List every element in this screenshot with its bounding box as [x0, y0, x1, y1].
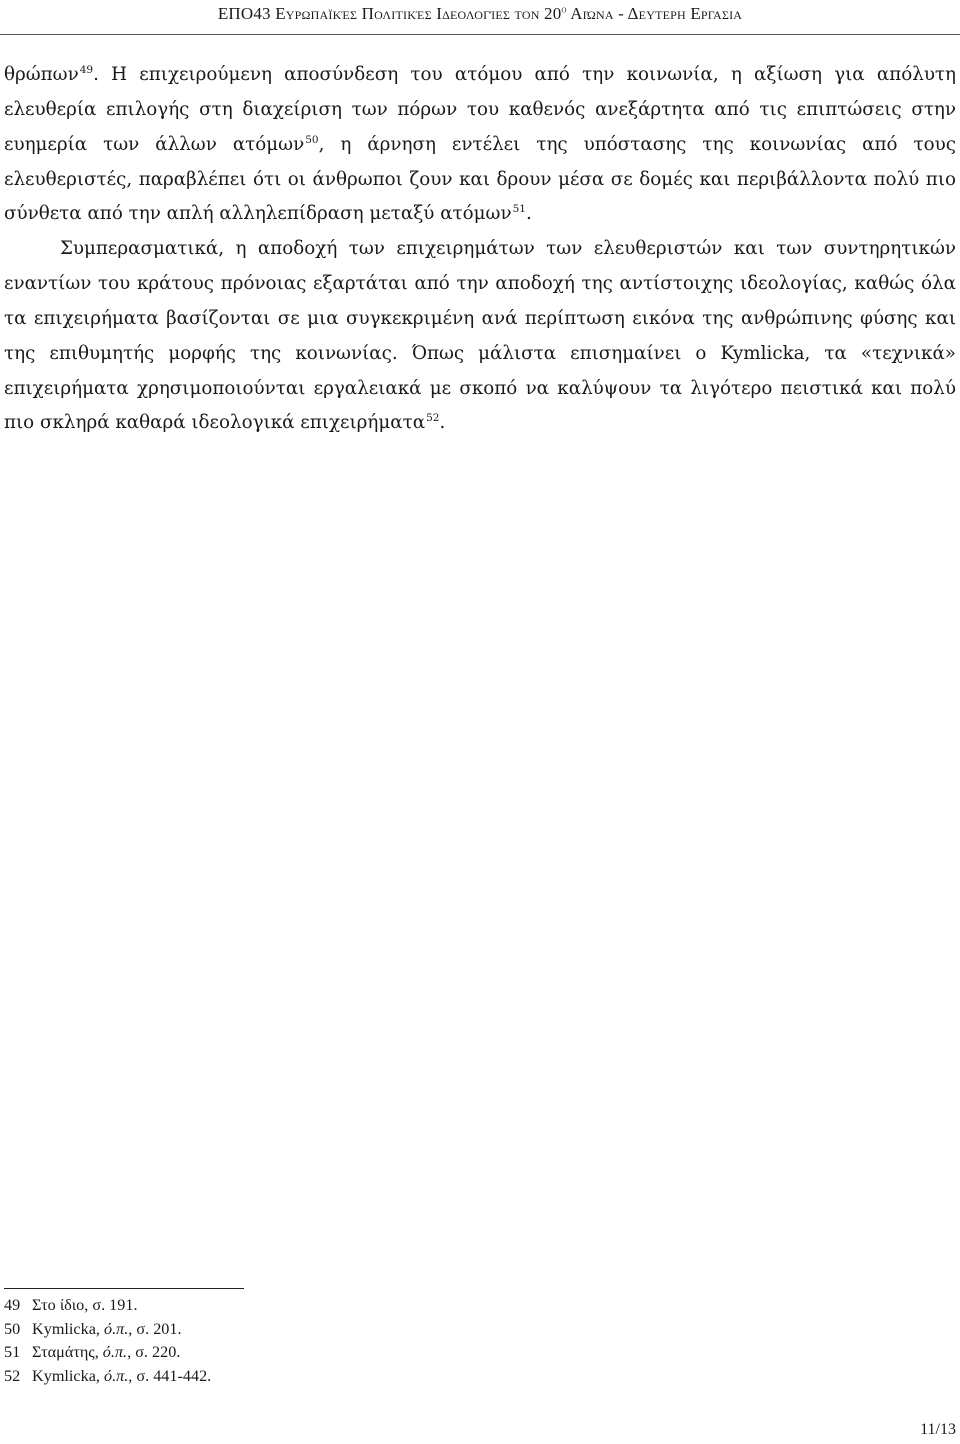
paragraph-1	[4, 58, 956, 232]
paragraph-2	[4, 232, 956, 441]
paragraph-1-text-d: .	[525, 203, 532, 225]
footnote-ref-51[interactable]: 51	[512, 203, 526, 216]
footnote-number: 50	[4, 1319, 21, 1338]
footnote-text: Kymlicka,	[32, 1319, 104, 1338]
footnote-item	[4, 1294, 604, 1318]
footnote-pages: , σ. 441-442.	[128, 1367, 212, 1386]
paragraph-2-text-b: .	[439, 412, 446, 434]
footnote-op-cit: ό.π.	[103, 1367, 129, 1386]
footnotes-list	[4, 1294, 604, 1389]
paragraph-1-text-a: θρώπων	[4, 64, 79, 85]
header-title-superscript: ο	[561, 4, 567, 16]
footnote-number: 52	[4, 1367, 21, 1386]
paragraph-1-text-b: . Η επιχειρούμενη αποσύνδεση του ατόμου από την κοινωνία, η αξίωση για απόλυτη ελευθερία επιλογής στη διαχείριση των πόρων του καθενός ανεξάρτητα από τις επιπτώσεις στην ευημερία των άλλων ατόμων	[4, 64, 956, 155]
footnote-op-cit: ό.π.	[103, 1319, 129, 1338]
footnote-op-cit: ό.π.	[102, 1343, 128, 1362]
footnote-text: Kymlicka,	[32, 1367, 104, 1386]
body-text	[4, 58, 956, 441]
footnote-pages: , σ. 220.	[127, 1343, 181, 1362]
paragraph-1-text-c: , η άρνηση εντέλει της υπόστασης της κοινωνίας από τους ελευθεριστές, παραβλέπει ότι οι άνθρωποι ζουν και δρουν μέσα σε δομές και περιβάλλοντα πολύ πιο σύνθετα από την απλή αλληλεπίδραση μεταξύ ατόμων	[4, 133, 957, 225]
header-title-rest: Αιώνα - Δευτερη Εργασια	[566, 4, 743, 23]
footnote-number: 51	[4, 1343, 21, 1362]
page-header	[0, 0, 960, 35]
header-title: ΕΠΟ43 Ευρωπαϊκές Πολιτικές Ιδεολογίες τον 20	[217, 4, 562, 23]
footnote-item	[4, 1341, 604, 1365]
footnote-text: Σταμάτης,	[32, 1343, 103, 1362]
footnote-number: 49	[4, 1296, 21, 1314]
footnote-text: Στο ίδιο, σ. 191.	[32, 1296, 138, 1314]
footnote-item	[4, 1365, 604, 1389]
paragraph-2-text-a: Συμπερασματικά, η αποδοχή των επιχειρημάτων των ελευθεριστών και των συντηρητικών εναντίων του κράτους πρόνοιας εξαρτάται από την αποδοχή της αντίστοιχης ιδεολογίας, καθώς όλα τα επιχειρήματα βασίζονται σε μια συγκεκριμένη ανά περίπτωση εικόνα της ανθρώπινης φύσης και της επιθυμητής μορφής της κοινωνίας. Όπως μάλιστα επισημαίνει ο Kymlicka, τα «τεχνικά» επιχειρήματα χρησιμοποιούνται εργαλειακά με σκοπό να καλύψουν τα λιγότερο πειστικά και πολύ πιο σκληρά καθαρά ιδεολογικά επιχειρήματα	[4, 238, 956, 434]
footnote-ref-49[interactable]: 49	[79, 64, 94, 76]
footnote-divider	[4, 1288, 244, 1289]
footnote-ref-50[interactable]: 50	[305, 133, 319, 146]
footnote-item	[4, 1318, 604, 1342]
footnote-pages: , σ. 201.	[128, 1319, 182, 1338]
page-number: 11/13	[920, 1421, 956, 1438]
footnote-ref-52[interactable]: 52	[426, 412, 440, 425]
